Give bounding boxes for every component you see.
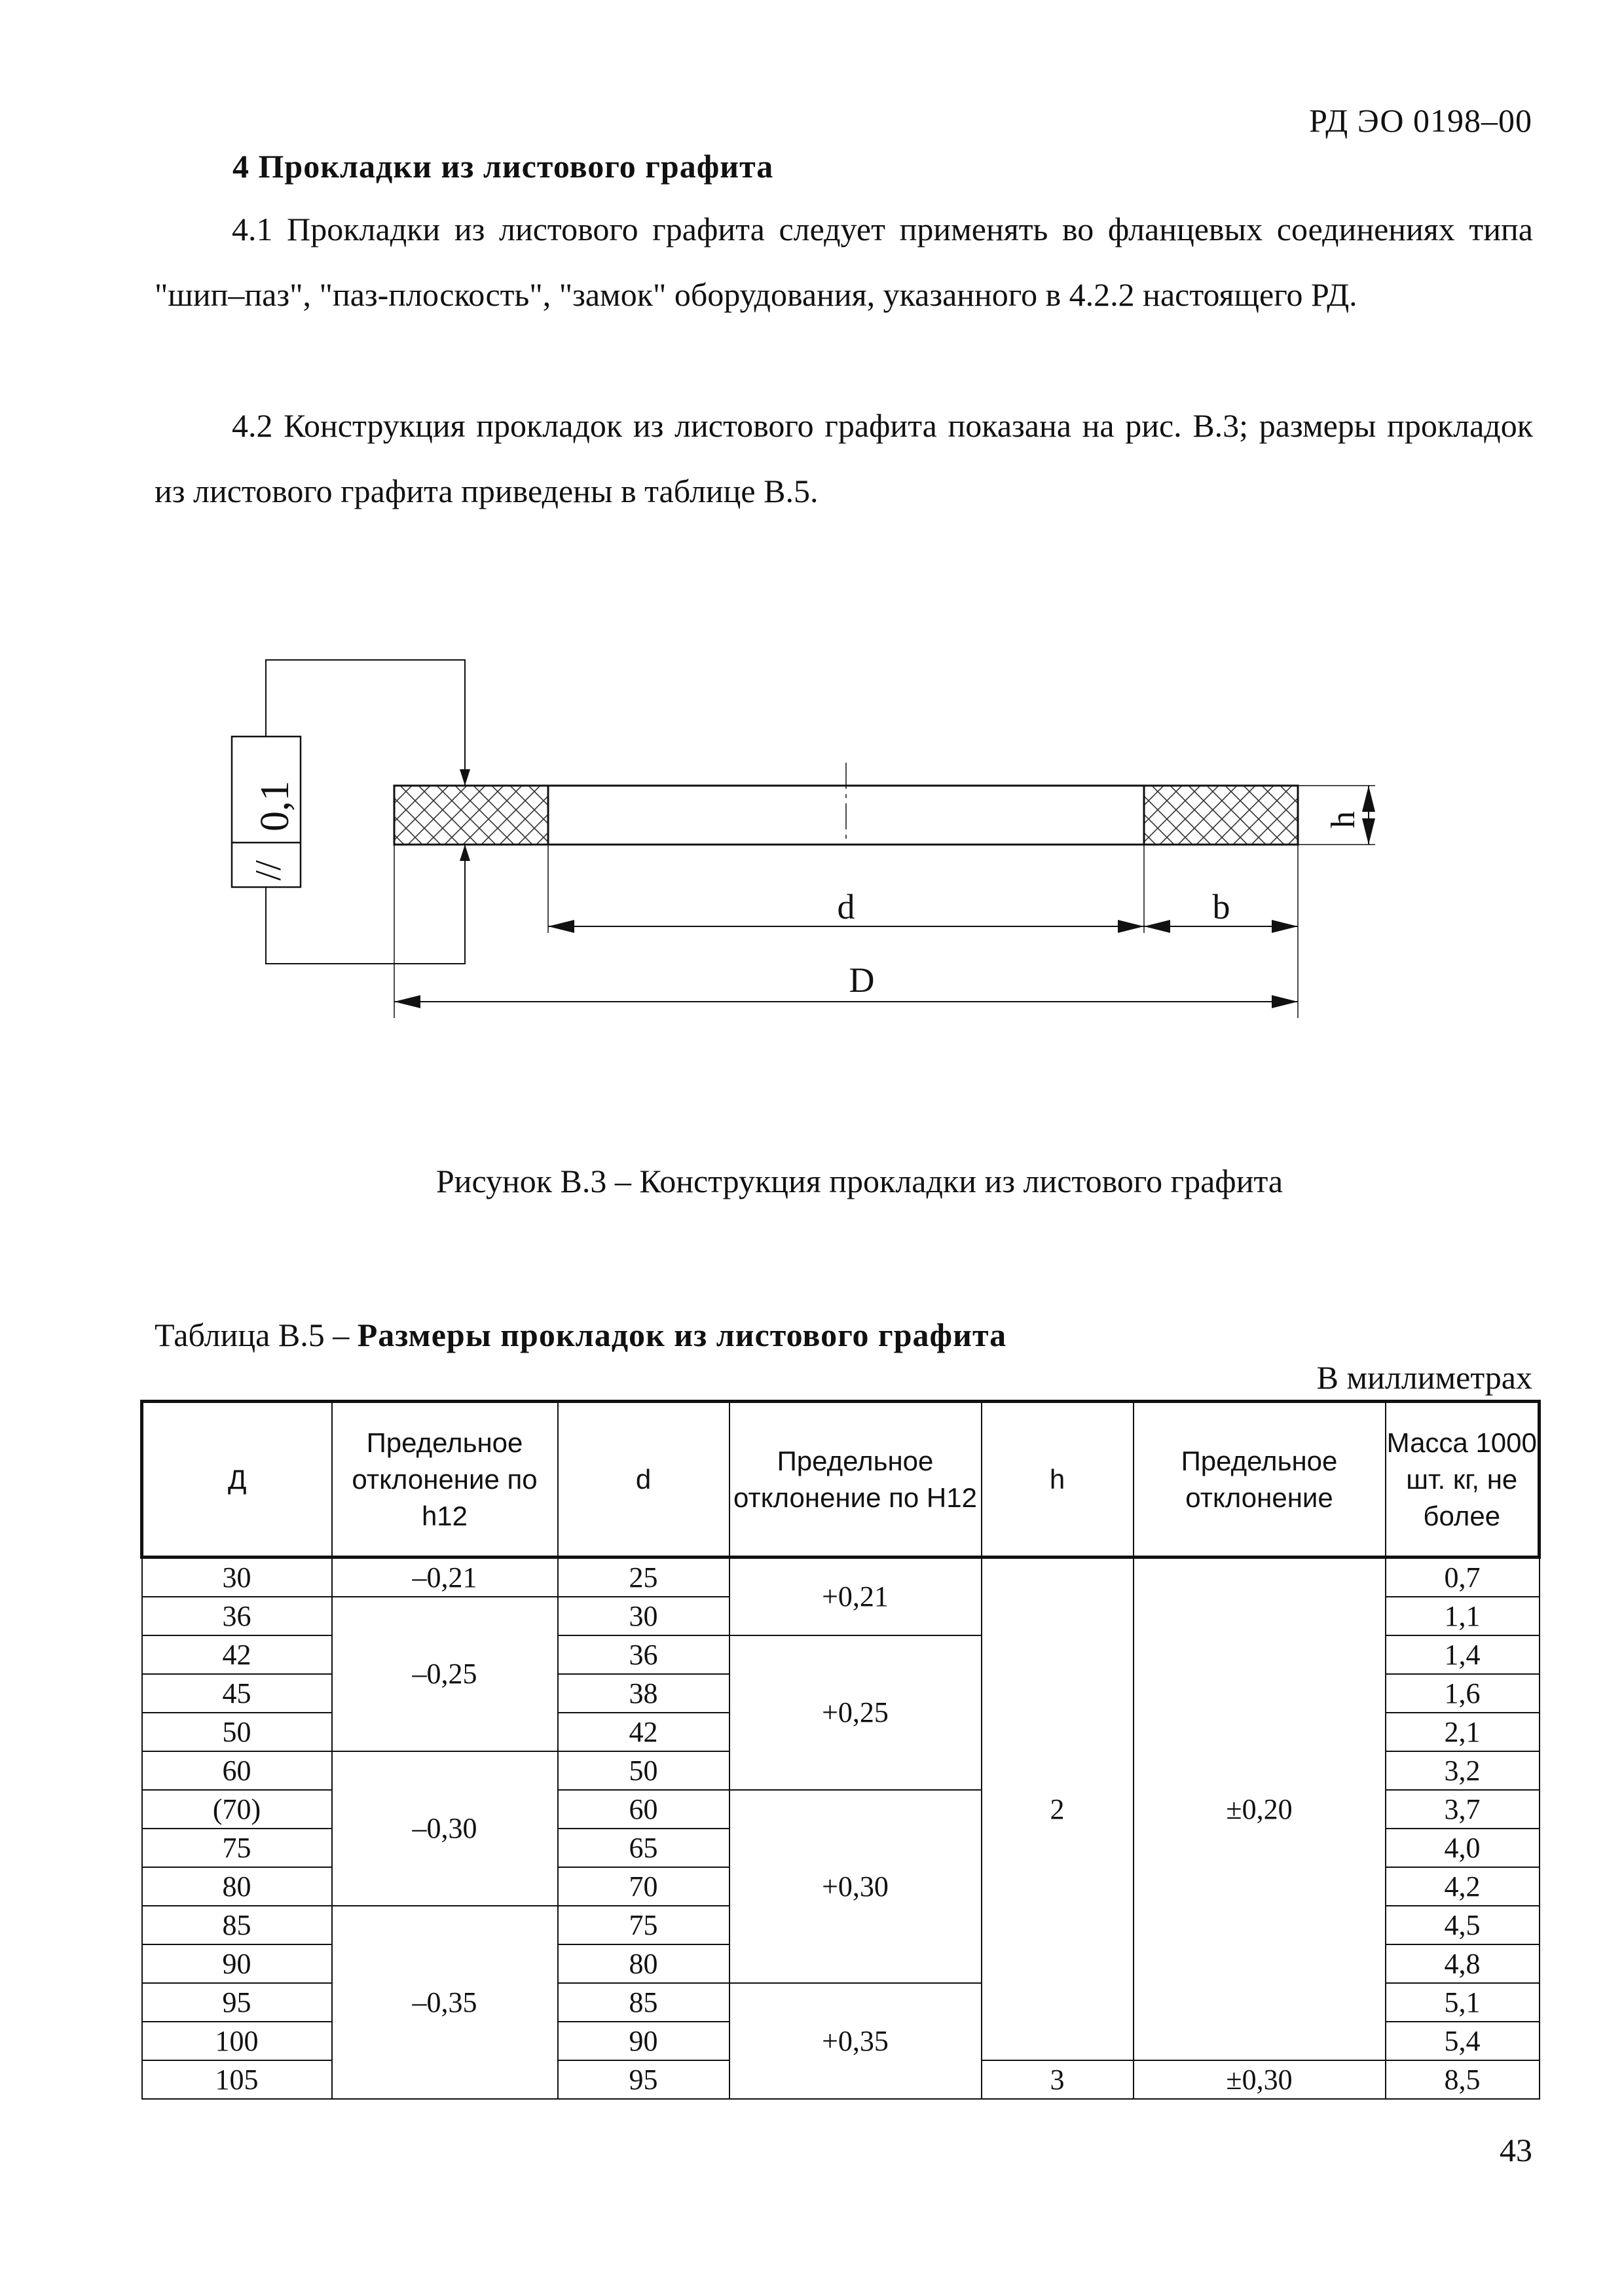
cell-D: 100 bbox=[142, 2022, 332, 2060]
parallelism-symbol: // bbox=[248, 860, 289, 881]
cell-d: 90 bbox=[558, 2022, 729, 2060]
table-caption bbox=[155, 1316, 1006, 1354]
cell-D: 95 bbox=[142, 1983, 332, 2022]
cell-h-tolerance: ±0,20 bbox=[1134, 1558, 1386, 2061]
cell-d: 25 bbox=[558, 1558, 729, 1597]
cell-D: 105 bbox=[142, 2060, 332, 2099]
label-h: h bbox=[1325, 811, 1362, 828]
dimension-D bbox=[394, 960, 1298, 1002]
cell-mass: 1,4 bbox=[1386, 1635, 1540, 1674]
cell-d-tolerance: +0,35 bbox=[729, 1983, 982, 2099]
cell-d: 36 bbox=[558, 1635, 729, 1674]
cell-D: 36 bbox=[142, 1597, 332, 1635]
gasket-section bbox=[394, 763, 1298, 845]
cell-mass: 4,8 bbox=[1386, 1944, 1540, 1983]
cell-mass: 3,2 bbox=[1386, 1751, 1540, 1790]
header-D-tolerance: Предельное отклонение по h12 bbox=[332, 1402, 558, 1558]
cell-mass: 4,5 bbox=[1386, 1906, 1540, 1944]
cell-d-tolerance: +0,30 bbox=[729, 1790, 982, 1983]
cell-mass: 2,1 bbox=[1386, 1713, 1540, 1751]
section-heading: 4 Прокладки из листового графита bbox=[232, 148, 774, 185]
label-b: b bbox=[1212, 887, 1230, 926]
label-d: d bbox=[837, 887, 855, 926]
cell-mass: 8,5 bbox=[1386, 2060, 1540, 2099]
cell-D: 42 bbox=[142, 1635, 332, 1674]
header-mass: Масса 1000 шт. кг, не более bbox=[1386, 1402, 1540, 1558]
cell-d: 50 bbox=[558, 1751, 729, 1790]
header-h: h bbox=[982, 1402, 1134, 1558]
cell-D: 50 bbox=[142, 1713, 332, 1751]
cell-d: 85 bbox=[558, 1983, 729, 2022]
label-D: D bbox=[849, 960, 875, 1000]
document-code: РД ЭО 0198–00 bbox=[1309, 102, 1532, 139]
cell-D-tolerance: –0,25 bbox=[332, 1597, 558, 1751]
cell-D-tolerance: –0,35 bbox=[332, 1906, 558, 2099]
table-unit: В миллиметрах bbox=[1316, 1359, 1532, 1396]
table-row bbox=[142, 1558, 1540, 1597]
cell-mass: 5,4 bbox=[1386, 2022, 1540, 2060]
cell-D: 80 bbox=[142, 1867, 332, 1906]
cell-d: 70 bbox=[558, 1867, 729, 1906]
table-caption-title: Размеры прокладок из листового графита bbox=[357, 1317, 1007, 1353]
cell-d: 80 bbox=[558, 1944, 729, 1983]
paragraph-4-2 bbox=[155, 393, 1533, 524]
cell-D: 30 bbox=[142, 1558, 332, 1597]
gasket-drawing bbox=[223, 645, 1414, 1051]
paragraph-4-1 bbox=[155, 196, 1533, 327]
dimensions-table bbox=[140, 1400, 1541, 2100]
header-d-tolerance: Предельное отклонение по Н12 bbox=[729, 1402, 982, 1558]
header-h-tolerance: Предельное отклонение bbox=[1134, 1402, 1386, 1558]
tolerance-value: 0,1 bbox=[253, 780, 297, 831]
header-D: Д bbox=[142, 1402, 332, 1558]
page-number: 43 bbox=[1500, 2132, 1532, 2168]
cell-h: 2 bbox=[982, 1558, 1134, 2061]
cell-d-tolerance: +0,21 bbox=[729, 1558, 982, 1636]
cell-d: 95 bbox=[558, 2060, 729, 2099]
cell-d: 42 bbox=[558, 1713, 729, 1751]
cell-mass: 5,1 bbox=[1386, 1983, 1540, 2022]
cell-d-tolerance: +0,25 bbox=[729, 1635, 982, 1790]
dimension-d-b bbox=[394, 845, 1298, 1018]
figure-caption: Рисунок В.3 – Конструкция прокладки из листового графита bbox=[435, 1163, 1283, 1199]
cell-d: 75 bbox=[558, 1906, 729, 1944]
cell-mass: 1,1 bbox=[1386, 1597, 1540, 1635]
cell-D-tolerance: –0,30 bbox=[332, 1751, 558, 1906]
cell-D: (70) bbox=[142, 1790, 332, 1829]
cell-D: 85 bbox=[142, 1906, 332, 1944]
cell-D: 45 bbox=[142, 1674, 332, 1713]
cell-h-tolerance: ±0,30 bbox=[1134, 2060, 1386, 2099]
cell-D: 60 bbox=[142, 1751, 332, 1790]
cell-mass: 3,7 bbox=[1386, 1790, 1540, 1829]
cell-D: 75 bbox=[142, 1829, 332, 1867]
cell-mass: 1,6 bbox=[1386, 1674, 1540, 1713]
cell-d: 30 bbox=[558, 1597, 729, 1635]
cell-mass: 4,0 bbox=[1386, 1829, 1540, 1867]
cell-d: 38 bbox=[558, 1674, 729, 1713]
paragraph-text: 4.2 Конструкция прокладок из листового графита показана на рис. В.3; размеры прокладок из листового графита приведены в таблице В.5. bbox=[155, 407, 1533, 509]
dimension-h bbox=[1298, 786, 1375, 845]
cell-mass: 0,7 bbox=[1386, 1558, 1540, 1597]
cell-h: 3 bbox=[982, 2060, 1134, 2099]
header-d: d bbox=[558, 1402, 729, 1558]
cell-d: 65 bbox=[558, 1829, 729, 1867]
cell-mass: 4,2 bbox=[1386, 1867, 1540, 1906]
cell-D-tolerance: –0,21 bbox=[332, 1558, 558, 1597]
cell-D: 90 bbox=[142, 1944, 332, 1983]
table-caption-prefix: Таблица В.5 – bbox=[155, 1317, 358, 1353]
paragraph-text: 4.1 Прокладки из листового графита следует применять во фланцевых соединениях типа "шип–паз", "паз-плоскость", "замок" оборудования, указанного в 4.2.2 настоящего РД. bbox=[155, 211, 1533, 313]
cell-d: 60 bbox=[558, 1790, 729, 1829]
